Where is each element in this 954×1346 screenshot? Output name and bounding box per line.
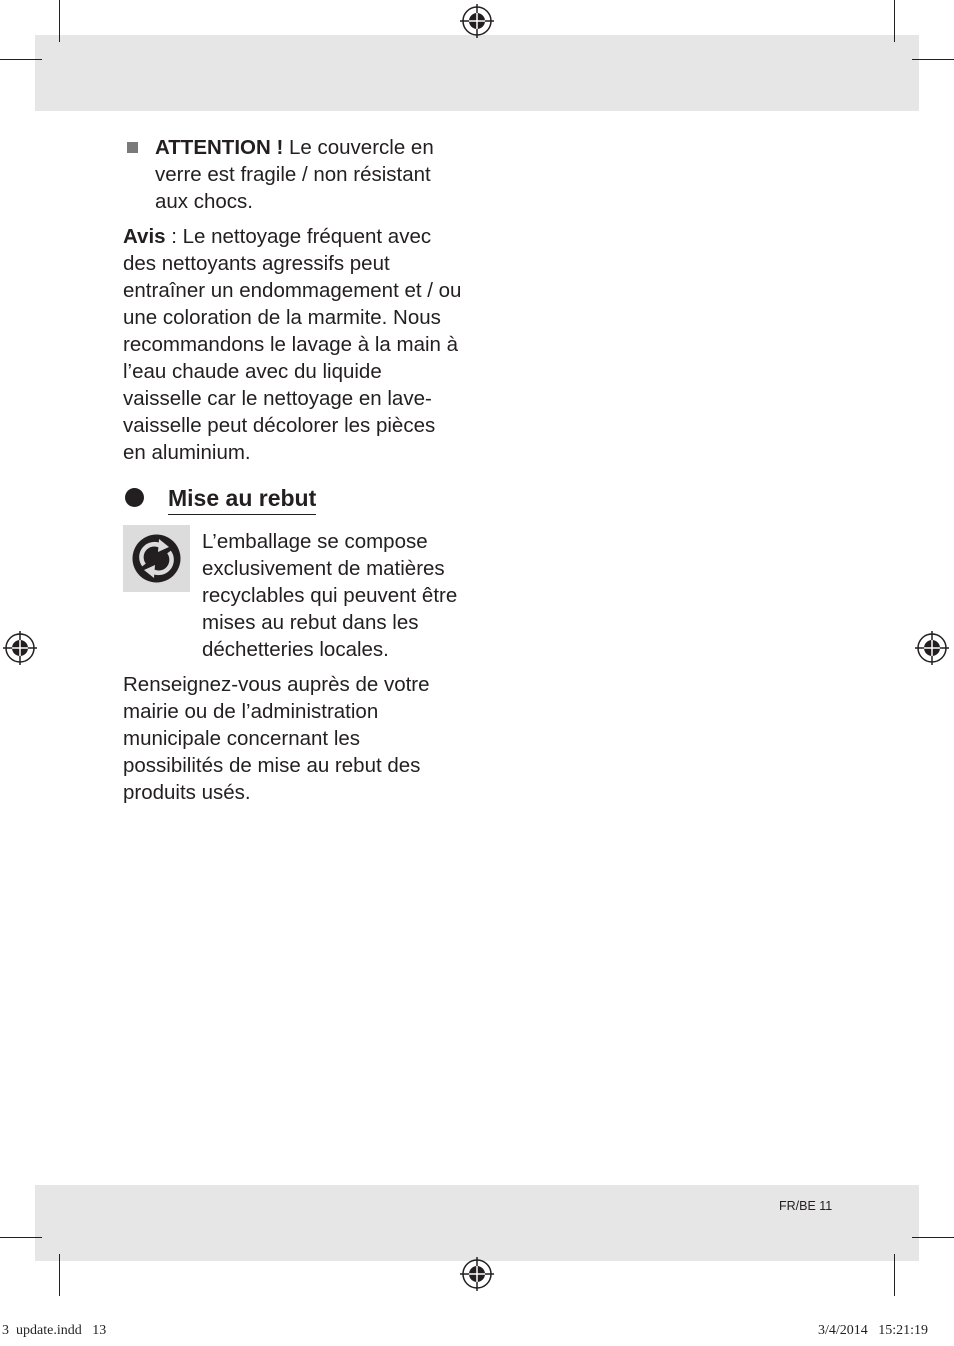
slug-filename: 3 update.indd 13 xyxy=(2,1323,107,1338)
disposal-info-paragraph: Renseignez-vous auprès de votre mairie ou de l’administration municipale concernant les possibilités de mise au rebut des produits usés. xyxy=(123,673,430,804)
footer-band xyxy=(35,1185,919,1261)
header-band xyxy=(35,35,919,111)
crop-mark-top-right-horizontal xyxy=(912,59,954,60)
section-title: Mise au rebut xyxy=(168,484,316,515)
registration-mark-bottom-icon xyxy=(460,1257,494,1291)
crop-mark-bottom-left-horizontal xyxy=(0,1237,42,1238)
warning-body: Le couvercle en verre est fragile / non résistant aux chocs. xyxy=(155,136,434,213)
round-bullet-icon xyxy=(125,488,144,507)
crop-mark-top-left-horizontal xyxy=(0,59,42,60)
crop-mark-bottom-right-vertical xyxy=(894,1254,895,1296)
crop-mark-top-left-vertical xyxy=(59,0,60,42)
crop-mark-bottom-right-horizontal xyxy=(912,1237,954,1238)
crop-mark-bottom-left-vertical xyxy=(59,1254,60,1296)
packaging-text: L’emballage se compose exclusivement de matières recyclables qui peuvent être mises au rebut dans les déchetteries locales. xyxy=(202,530,458,661)
notice-label: Avis xyxy=(123,225,166,248)
registration-mark-right-icon xyxy=(915,631,949,665)
page-number: FR/BE 11 xyxy=(779,1199,833,1213)
recycling-logo-box xyxy=(123,525,190,592)
section-heading xyxy=(123,484,463,518)
warning-text xyxy=(155,134,455,215)
registration-mark-left-icon xyxy=(3,631,37,665)
notice-body: : Le nettoyage fréquent avec des nettoyants agressifs peut entraîner un endommagement et / ou une coloration de la marmite. Nous recommandons le lavage à la main à l’eau chaude avec du liquide vaisselle car le nettoyage en lave-vaisselle peut décolorer les pièces en aluminium. xyxy=(123,225,462,464)
slug-timestamp: 3/4/2014 15:21:19 xyxy=(818,1323,929,1338)
crop-mark-top-right-vertical xyxy=(894,0,895,42)
registration-mark-top-icon xyxy=(460,4,494,38)
notice-paragraph xyxy=(123,223,463,466)
square-bullet-icon xyxy=(127,142,138,153)
green-dot-recycle-icon xyxy=(123,525,190,592)
warning-label: ATTENTION ! xyxy=(155,136,284,159)
